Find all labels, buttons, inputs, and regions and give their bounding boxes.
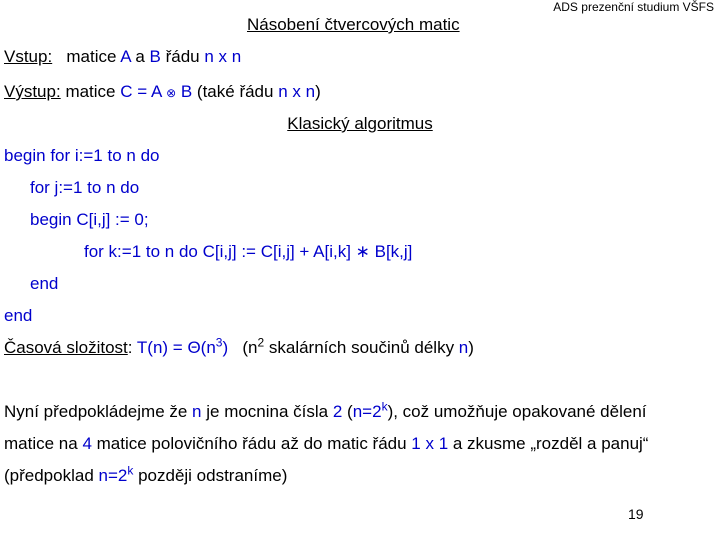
code-line-5: end [30,274,59,293]
p1-text-c: ( [342,402,353,421]
p1-eq: n=2 [352,402,382,421]
matrix-c: C = A [120,82,167,101]
complexity-formula-post: ) [222,338,229,357]
input-order: řádu [160,47,205,66]
paragraph-line-1 [4,399,647,422]
p1-text-b: je mocnina čísla [201,402,333,421]
code-line-2: for j:=1 to n do [30,178,140,197]
code-line-3: begin C[i,j] := 0; [30,210,149,229]
complexity-formula [136,335,229,357]
p2-one-by-one: 1 x 1 [411,434,449,453]
complexity-label: Časová složitost [4,338,128,357]
input-label: Vstup: [4,47,53,66]
slide-title: Násobení čtvercových matic [247,15,460,34]
output-size: n x n [278,82,316,101]
output-label: Výstup: [4,82,61,101]
p1-equation [352,399,388,421]
output-also: (také řádu [192,82,279,101]
p3-text-a: (předpoklad [4,466,99,485]
p1-n: n [192,402,202,421]
matrix-b: B [149,47,161,66]
product-operator: ⊗ [166,86,177,100]
output-close: ) [315,82,321,101]
note-pre: (n [242,338,258,357]
page-number: 19 [628,506,644,522]
p3-k: k [127,463,134,478]
p1-text-a: Nyní předpokládejme že [4,402,193,421]
p3-equation [98,463,134,485]
p1-k: k [381,399,388,414]
note-close: ) [468,338,474,357]
input-and: a [130,47,150,66]
paragraph-line-2 [4,434,648,454]
p2-text-a: matice na [4,434,83,453]
complexity-line [4,335,474,358]
p1-text-d: ), což umožňuje opakované dělení [387,402,647,421]
p3-text-b: později odstraníme) [133,466,288,485]
p2-text-b: matice polovičního řádu až do matic řádu [91,434,412,453]
output-text: matice [65,82,121,101]
input-text: matice [66,47,121,66]
classic-heading-wrap [0,114,720,134]
complexity-colon: : [127,338,137,357]
code-line-1: begin for i:=1 to n do [4,146,160,165]
note-text: skalárních součinů délky [264,338,459,357]
classic-heading: Klasický algoritmus [287,114,433,133]
input-line [4,47,241,67]
complexity-exponent: 3 [215,335,223,350]
p2-four: 4 [82,434,92,453]
code-line-4: for k:=1 to n do C[i,j] := C[i,j] + A[i,k] ∗ B[k,j] [84,242,413,261]
paragraph-line-3 [4,463,288,486]
p2-text-c: a zkusme „rozděl a panuj“ [448,434,649,453]
note-exponent: 2 [257,335,265,350]
code-line-6: end [4,306,33,325]
output-line [4,82,321,102]
p1-two: 2 [332,402,343,421]
p3-eq: n=2 [98,466,128,485]
note-n: n [458,338,469,357]
matrix-a: A [120,47,131,66]
course-header: ADS prezenční studium VŠFS [553,0,714,14]
input-size: n x n [204,47,242,66]
complexity-formula-pre: T(n) = Θ(n [136,338,216,357]
complexity-note [242,335,474,357]
output-matrix-b: B [176,82,193,101]
